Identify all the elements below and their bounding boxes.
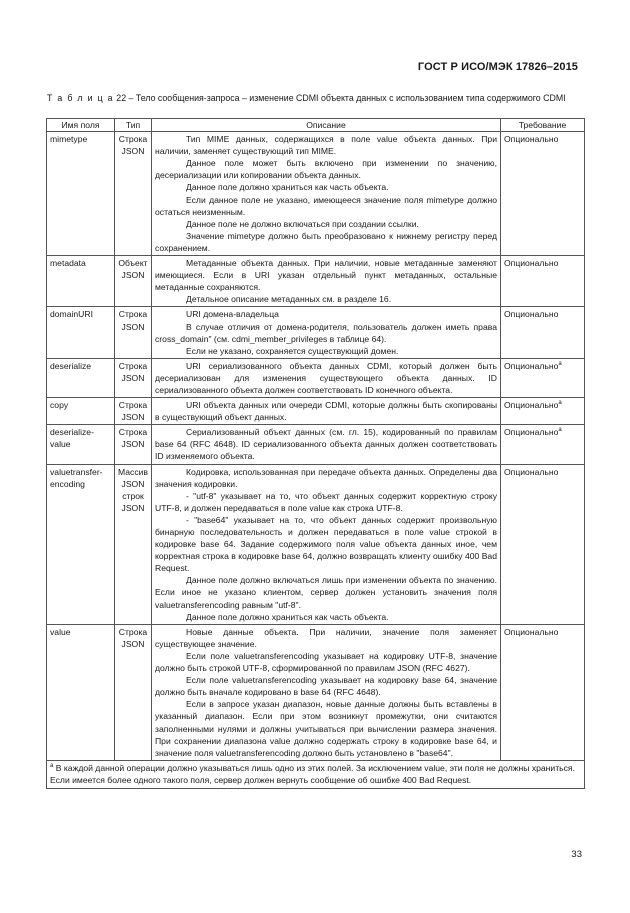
- description-paragraph: - "utf-8" указывает на то, что объект данных содержит корректную строку UTF-8, и должен передаваться в поле value как строка UTF-8.: [155, 490, 497, 513]
- description-paragraph: Данное поле не должно включаться при создании ссылки.: [186, 218, 419, 229]
- description-paragraph: Сериализованный объект данных (см. гл. 15), кодированный по правилам base 64 (RFC 4648). ID сериализованного объекта данных должен соответствовать ID изменяемого объекта.: [155, 427, 497, 462]
- field-requirement-cell: [501, 464, 585, 624]
- description-paragraph: Тип MIME данных, содержащихся в поле value объекта данных. При наличии, заменяет существующий тип MIME.: [155, 134, 497, 157]
- page-number: 33: [571, 849, 582, 860]
- description-paragraph: Данное поле должно храниться как часть объекта.: [186, 182, 389, 193]
- field-name-cell: value: [47, 624, 115, 760]
- description-paragraph: URI объекта данных или очереди CDMI, которые должны быть скопированы в существующий объект данных.: [155, 400, 497, 423]
- description-paragraph: Данное поле может быть включено при изменении по значению, десериализации или копировании объекта данных.: [155, 158, 497, 181]
- field-type-cell: Строка JSON: [115, 425, 152, 464]
- table-row: [47, 358, 585, 397]
- field-name-cell: copy: [47, 398, 115, 425]
- field-type-cell: Массив JSON строк JSON: [115, 464, 152, 624]
- table-body: [47, 132, 585, 761]
- description-paragraph: Если не указано, сохраняется существующий домен.: [186, 345, 399, 356]
- table-row: [47, 398, 585, 425]
- field-requirement-cell: [501, 132, 585, 256]
- field-description-cell: [152, 358, 501, 397]
- requirement-text: Опционально: [504, 309, 559, 320]
- field-name-cell: domainURI: [47, 307, 115, 358]
- requirement-text: Опционально: [504, 466, 559, 477]
- document-standard-header: ГОСТ Р ИСО/МЭК 17826–2015: [417, 61, 578, 73]
- description-paragraph: Данное поле должно храниться как часть объекта.: [186, 611, 389, 622]
- column-header-description: Описание: [152, 119, 501, 132]
- description-paragraph: Кодировка, использованная при передаче объекта данных. Определены два значения кодировки.: [155, 466, 497, 489]
- description-paragraph: - "base64" указывает на то, что объект данных содержит произвольную бинарную последовательность и должен передаваться в поле value строкой в кодировке base 64. Задание содержимого поля value объекта данных иное, чем корректная строка в кодировке base 64, должно возвращать клиенту ошибку 400 Bad Request.: [155, 514, 497, 574]
- column-header-requirement: Требование: [501, 119, 585, 132]
- table-caption-text: 22 – Тело сообщения-запроса – изменение CDMI объекта данных с использованием типа содержимого CDMI: [113, 93, 566, 103]
- field-description-cell: [152, 132, 501, 256]
- description-paragraph: Значение mimetype должно быть преобразовано к нижнему регистру перед сохранением.: [155, 230, 497, 253]
- table-row: [47, 256, 585, 307]
- field-type-cell: Строка JSON: [115, 358, 152, 397]
- requirement-text: Опционально: [504, 134, 559, 145]
- field-description-cell: [152, 398, 501, 425]
- field-name-cell: valuetransfer-encoding: [47, 464, 115, 624]
- table-row: [47, 132, 585, 256]
- description-paragraph: Метаданные объекта данных. При наличии, новые метаданные заменяют имеющиеся. Если в URI указан отдельный пункт метаданных, остальные метаданные сохраняются.: [155, 258, 497, 293]
- field-name-cell: deserialize: [47, 358, 115, 397]
- description-paragraph: Данное поле должно включаться лишь при изменении объекта по значению. Если иное не указано клиентом, сервер должен установить значения поля valuetransferencoding равным "utf-8".: [155, 575, 497, 610]
- description-paragraph: URI сериализованного объекта данных CDMI, который должен быть десериализован для изменения существующего объекта данных. ID сериализованного объекта должен соответствовать ID конечного объекта.: [155, 360, 497, 395]
- requirement-text: Опционально: [504, 258, 559, 269]
- table-row: [47, 624, 585, 760]
- field-name-cell: deserialize-value: [47, 425, 115, 464]
- field-description-cell: [152, 624, 501, 760]
- request-body-table: [46, 118, 585, 789]
- field-type-cell: Строка JSON: [115, 132, 152, 256]
- description-paragraph: Если поле valuetransferencoding указывает на кодировку UTF-8, значение должно быть строкой UTF-8, сформированной по правилам JSON (RFC 4627).: [155, 650, 497, 674]
- table-caption: [47, 93, 587, 104]
- field-description-cell: [152, 256, 501, 307]
- field-type-cell: Объект JSON: [115, 256, 152, 307]
- description-paragraph: Если данное поле не указано, имеющееся значение поля mimetype должно остаться неизменным.: [155, 194, 497, 217]
- footnote-text: В каждой данной операции должно указываться лишь одно из этих полей. За исключением value, эти поля не должны храниться. Если имеется более одного такого поля, сервер должен вернуть сообщение об ошибке 400 Bad Request.: [50, 762, 575, 786]
- table-row: [47, 464, 585, 624]
- description-paragraph: В случае отличия от домена-родителя, пользователь должен иметь права cross_domain" (см. cdmi_member_privileges в таблице 64).: [155, 321, 497, 344]
- table-footnote-row: [47, 760, 585, 788]
- column-header-type: Тип: [115, 119, 152, 132]
- table-footnote: [47, 760, 585, 788]
- field-type-cell: Строка JSON: [115, 307, 152, 358]
- field-description-cell: [152, 307, 501, 358]
- field-requirement-cell: [501, 256, 585, 307]
- field-description-cell: [152, 425, 501, 464]
- requirement-text: Опционально: [504, 626, 559, 637]
- description-paragraph: Новые данные объекта. При наличии, значение поля заменяет существующее значение.: [155, 626, 497, 649]
- requirement-text: Опционально: [504, 427, 559, 438]
- field-requirement-cell: [501, 358, 585, 397]
- field-type-cell: Строка JSON: [115, 398, 152, 425]
- description-paragraph: Детальное описание метаданных см. в разделе 16.: [186, 294, 392, 305]
- field-description-cell: [152, 464, 501, 624]
- field-type-cell: Строка JSON: [115, 624, 152, 760]
- column-header-field-name: Имя поля: [47, 119, 115, 132]
- requirement-footnote-mark: a: [558, 360, 562, 367]
- table-row: [47, 425, 585, 464]
- table-row: [47, 307, 585, 358]
- requirement-footnote-mark: a: [558, 427, 562, 434]
- requirement-text: Опционально: [504, 400, 559, 411]
- requirement-text: Опционально: [504, 360, 559, 371]
- field-requirement-cell: [501, 624, 585, 760]
- description-paragraph: URI домена-владельца: [186, 309, 279, 320]
- field-name-cell: mimetype: [47, 132, 115, 256]
- field-requirement-cell: [501, 398, 585, 425]
- table-caption-label: Т а б л и ц а: [47, 93, 114, 103]
- table-header-row: [47, 119, 585, 132]
- footnote-mark: a: [50, 762, 54, 769]
- field-name-cell: metadata: [47, 256, 115, 307]
- requirement-footnote-mark: a: [558, 400, 562, 407]
- field-requirement-cell: [501, 307, 585, 358]
- description-paragraph: Если поле valuetransferencoding указывает на кодировку base 64, значение должно быть вначале кодировано в base 64 (RFC 4648).: [155, 675, 497, 698]
- field-requirement-cell: [501, 425, 585, 464]
- description-paragraph: Если в запросе указан диапазон, новые данные должны быть вставлены в указанный диапазон. Если при этом возникнут промежутки, они считаются заполненными нулями и должны учитываться при вычислении размера значения. При сохранении диапазона value должно содержать строку в кодировке base 64, и значение поля valuetransferencoding должно быть установлено в "base64".: [155, 699, 497, 758]
